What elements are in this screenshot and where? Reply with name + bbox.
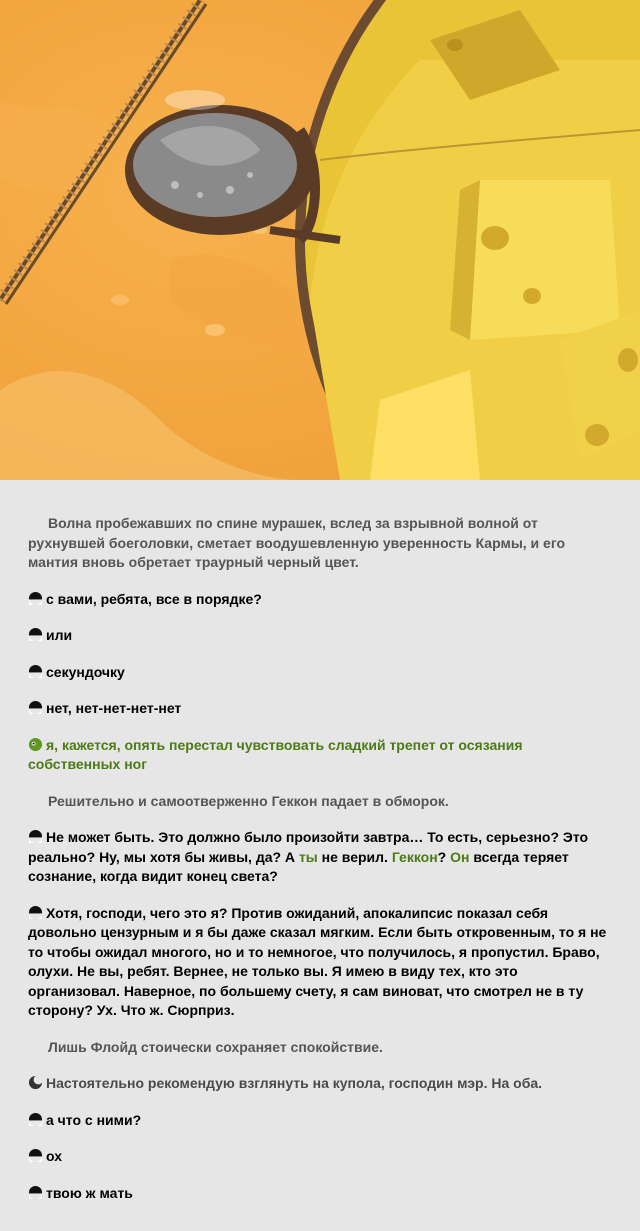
story-text — [0, 480, 640, 1203]
karma-icon — [28, 700, 43, 715]
dialogue-line-karma: твою ж мать — [28, 1184, 612, 1204]
dialogue-line-karma: с вами, ребята, все в порядке? — [28, 590, 612, 610]
cheese-planet — [300, 0, 640, 480]
karma-icon — [28, 905, 43, 920]
karma-icon — [28, 1185, 43, 1200]
karma-icon — [28, 1112, 43, 1127]
floyd-icon — [28, 1075, 43, 1090]
karma-icon — [28, 664, 43, 679]
narration-line: Решительно и самоотверженно Геккон падает в обморок. — [48, 792, 449, 809]
dialogue-line-karma: нет, нет-нет-нет-нет — [28, 699, 612, 719]
dialogue-line-karma: а что с ними? — [28, 1111, 612, 1131]
dialogue-line-karma: Хотя, господи, чего это я? Против ожиданий, апокалипсис показал себя довольно цензурным и я бы даже сказал мягким. Если быть откровенным, то я не то чтобы ожидал многого, но и то немногое, что получилось, я пропустил. Браво, олухи. Не вы, ребят. Вернее, не только вы. Я имею в виду тех, кто это организовал. Наверное, по большему счету, я сам виноват, что смотрел не в ту сторону? Ух. Что ж. Сюрприз. — [28, 904, 607, 1018]
comic-panel — [0, 0, 640, 480]
dialogue-line-gecko: я, кажется, опять перестал чувствовать сладкий трепет от осязания собственных ног — [28, 736, 523, 772]
karma-icon — [28, 591, 43, 606]
narration-line: Лишь Флойд стоически сохраняет спокойствие. — [48, 1038, 383, 1055]
karma-icon — [28, 829, 43, 844]
karma-icon — [28, 1148, 43, 1163]
dialogue-line-karma: ох — [28, 1147, 612, 1167]
dialogue-line-karma: секундочку — [28, 663, 612, 683]
gecko-icon — [28, 737, 43, 752]
dialogue-line-floyd: Настоятельно рекомендую взглянуть на купола, господин мэр. На оба. — [28, 1074, 612, 1094]
narration-line: Волна пробежавших по спине мурашек, вслед за взрывной волной от рухнувшей боеголовки, сметает воодушевленную уверенность Кармы, и его мантия вновь обретает траурный черный цвет. — [28, 515, 566, 570]
karma-icon — [28, 627, 43, 642]
dialogue-line-karma: или — [28, 626, 612, 646]
dialogue-line-karma: Не может быть. Это должно было произойти завтра… То есть, серьезно? Это реально? Ну, мы хотя бы живы, да? А ты не верил. Геккон? Он всегда теряет сознание, когда видит конец света? — [28, 829, 589, 884]
